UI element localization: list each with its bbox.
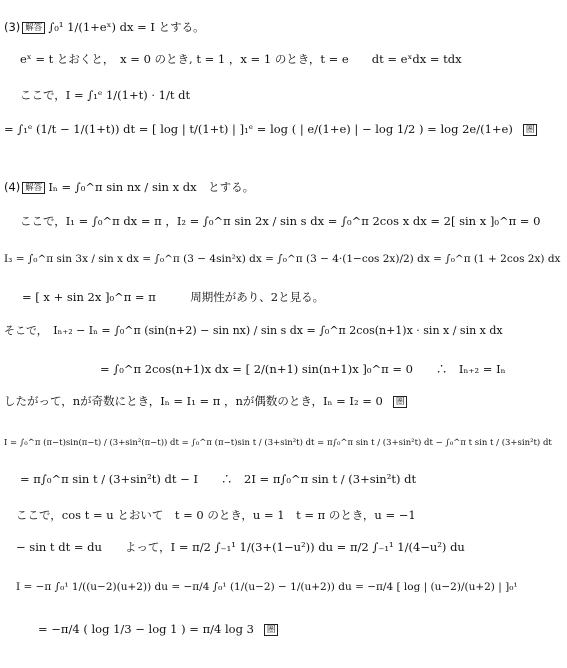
end-marker: 圏 [393,396,408,408]
solution4-header [4,180,254,194]
equation-line: = [ x + sin 2x ]₀^π = π 周期性があり、2と見る。 [22,290,325,304]
equation-line: ここで，cos t = u とおいて t = 0 のとき，u = 1 t = π のとき，u = −1 [16,508,416,522]
equation-line: Iₙ = ∫₀^π sin nx / sin x dx とする。 [48,180,255,194]
equation-line: = −π/4 ( log 1/3 − log 1 ) = π/4 log 3 [38,622,254,636]
answer-marker: 解答 [22,22,45,34]
equation-line: I = −π ∫₀¹ 1/((u−2)(u+2)) du = −π/4 ∫₀¹ (1/(u−2) − 1/(u+2)) du = −π/4 [ log | (u−2)/(u+2) | ]₀¹ [16,581,518,593]
end-marker: 圏 [264,624,279,636]
equation-line: = ∫₀^π 2cos(n+1)x dx = [ 2/(n+1) sin(n+1)x ]₀^π = 0 ∴ Iₙ₊₂ = Iₙ [100,362,506,376]
problem-number: (4) [4,180,21,194]
equation-line: ここで，I = ∫₁ᵉ 1/(1+t) · 1/t dt [20,88,191,102]
equation-line: − sin t dt = du よって，I = π/2 ∫₋₁¹ 1/(3+(1−u²)) du = π/2 ∫₋₁¹ 1/(4−u²) du [16,540,465,554]
end-marker: 圏 [523,124,538,136]
equation-line: ∫₀¹ 1/(1+eˣ) dx = I とする。 [48,20,205,34]
answer-marker: 解答 [22,182,45,194]
solution3-header [4,20,205,34]
solution5-final-line [38,622,278,636]
equation-line: = π∫₀^π sin t / (3+sin²t) dt − I ∴ 2I = π∫₀^π sin t / (3+sin²t) dt [20,472,417,486]
equation-line: I₃ = ∫₀^π sin 3x / sin x dx = ∫₀^π (3 − 4sin²x) dx = ∫₀^π (3 − 4·(1−cos 2x)/2) dx = ∫₀^π (1 + 2cos 2x) dx [4,253,561,265]
equation-line: I = ∫₀^π (π−t)sin(π−t) / (3+sin²(π−t)) dt = ∫₀^π (π−t)sin t / (3+sin²t) dt = π∫₀^π sin t / (3+sin²t) dt − ∫₀^π t sin t / (3+sin²t) dt [4,438,552,448]
problem-number: (3) [4,20,21,34]
equation-line: そこで， Iₙ₊₂ − Iₙ = ∫₀^π (sin(n+2) − sin nx) / sin s dx = ∫₀^π 2cos(n+1)x · sin x / sin x dx [4,324,503,337]
equation-line: eˣ = t とおくと， x = 0 のとき, t = 1 ，x = 1 のとき，t = e dt = eˣdx = tdx [20,52,462,66]
solution3-final-line [4,122,537,136]
equation-line: = ∫₁ᵉ (1/t − 1/(1+t)) dt = [ log | t/(1+t) | ]₁ᵉ = log ( | e/(1+e) | − log 1/2 ) = log 2e/(1+e) [4,122,513,136]
equation-line: したがって，nが奇数にとき，Iₙ = I₁ = π ，nが偶数のとき，Iₙ = I₂ = 0 [4,394,383,408]
equation-line: ここで，I₁ = ∫₀^π dx = π ，I₂ = ∫₀^π sin 2x / sin s dx = ∫₀^π 2cos x dx = 2[ sin x ]₀^π = 0 [20,214,541,228]
solution4-final-line [4,394,407,408]
